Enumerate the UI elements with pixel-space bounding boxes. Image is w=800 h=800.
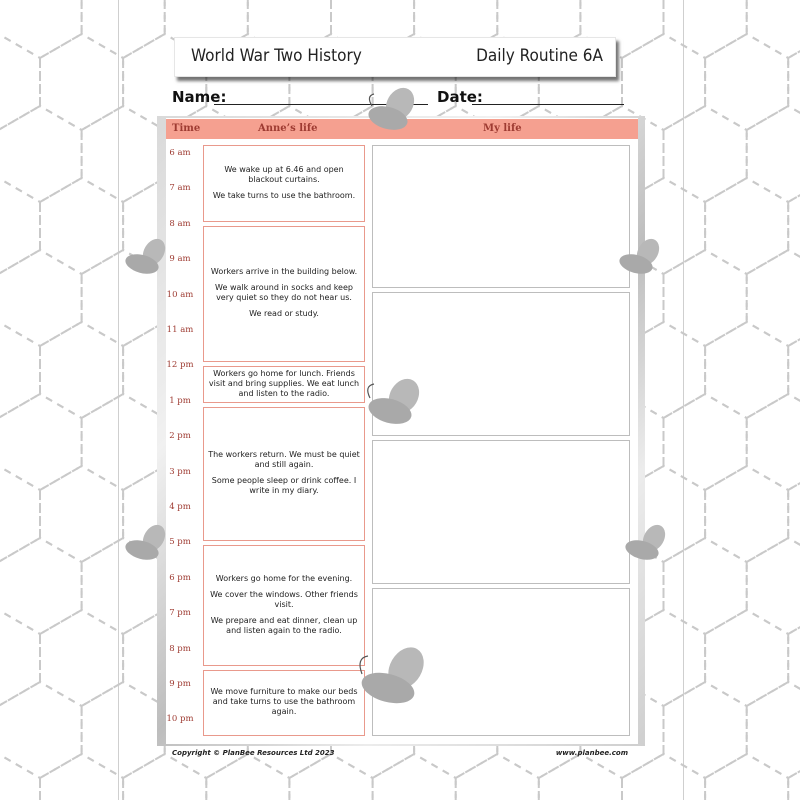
hexagon-shape [40,466,123,562]
hexagon-shape [705,610,788,706]
time-label: 7 pm [169,608,191,619]
hexagon-shape [0,250,82,346]
time-column-header: Time [172,123,201,134]
hexagon-shape [747,250,800,346]
time-label: 9 am [169,254,191,265]
hexagon-shape [40,178,123,274]
table-header [166,119,638,139]
hexagon-shape [0,538,82,634]
title-banner [174,37,616,77]
hexagon-shape [0,106,82,202]
time-label: 8 am [169,218,191,229]
time-label: 11 am [166,325,194,335]
anne-text: We wake up at 6.46 and open blackout curtains. [224,164,344,184]
website-text: www.planbee.com [555,749,628,757]
hexagon-shape [705,754,788,800]
name-field[interactable] [214,104,428,105]
anne-text: Workers go home for the evening. [215,573,353,583]
time-label: 8 pm [169,643,191,654]
time-label: 6 am [169,148,191,158]
hexagon-shape [705,322,788,418]
anne-text: Some people sleep or drink coffee. I write in my diary. [211,476,357,495]
hexagon-shape [788,610,800,706]
time-label: 2 pm [169,431,191,442]
anne-block-night [203,670,365,736]
hexagon-shape [0,466,40,562]
anne-text: We take turns to use the bathroom. [212,190,356,200]
hexagon-shape [0,178,40,274]
hexagon-shape [705,466,788,562]
hexagon-shape [788,34,800,130]
anne-column-header: Anne’s life [258,123,318,134]
hexagon-shape [747,682,800,778]
anne-block-morning [203,145,365,222]
hexagon-shape [0,754,40,800]
anne-block-evening [203,545,365,666]
anne-text: We read or study. [249,309,319,318]
anne-text: Workers go home for lunch. Friends visit and bring supplies. We eat lunch and listen to the radio. [208,368,360,398]
anne-text: The workers return. We must be quiet and still again. [208,450,360,469]
my-life-column-header: My life [483,123,522,134]
hexagon-shape [0,34,40,130]
hexagon-shape [40,34,123,130]
hexagon-shape [40,754,123,800]
hexagon-shape [788,178,800,274]
anne-text: We walk around in socks and keep very quiet so they do not hear us. [215,283,353,302]
anne-block-afternoon [203,407,365,541]
anne-block-lunch [203,366,365,403]
my-life-box-1[interactable] [372,145,630,288]
name-label: Name: [172,88,227,106]
hexagon-shape [747,106,800,202]
time-label: 4 pm [169,502,191,512]
hexagon-shape [40,610,123,706]
time-label: 12 pm [166,360,194,371]
hexagon-shape [0,0,82,58]
date-field[interactable] [472,104,624,105]
time-label: 6 pm [169,572,191,583]
hexagon-shape [788,322,800,418]
hexagon-shape [705,34,788,130]
anne-text: Workers arrive in the building below. [210,267,358,276]
time-label: 10 pm [166,714,194,725]
hexagon-shape [788,466,800,562]
hexagon-shape [40,322,123,418]
time-label: 7 am [169,183,191,194]
date-label: Date: [437,88,483,106]
my-life-box-4[interactable] [372,588,630,736]
anne-block-late-morning [203,226,365,362]
time-label: 5 pm [169,537,191,548]
hexagon-shape [0,610,40,706]
hexagon-shape [747,538,800,634]
hexagon-shape [747,0,800,58]
anne-text: We move furniture to make our beds and take turns to use the bathroom again. [210,687,358,716]
time-label: 10 am [166,289,194,300]
routine-title: Daily Routine 6A [476,46,603,66]
time-label: 1 pm [169,395,191,406]
copyright-text: Copyright © PlanBee Resources Ltd 2023 [172,749,335,757]
my-life-box-3[interactable] [372,440,630,584]
hexagon-shape [788,754,800,800]
hexagon-shape [0,394,82,490]
time-label: 3 pm [169,466,191,477]
hexagon-shape [0,322,40,418]
hexagon-shape [0,682,82,778]
time-label: 9 pm [169,679,191,689]
hexagon-shape [747,394,800,490]
hexagon-shape [705,178,788,274]
anne-text: We cover the windows. Other friends visit. [210,589,358,609]
anne-text: We prepare and eat dinner, clean up and listen again to the radio. [210,615,358,635]
subject-title: World War Two History [191,46,362,66]
my-life-box-2[interactable] [372,292,630,436]
